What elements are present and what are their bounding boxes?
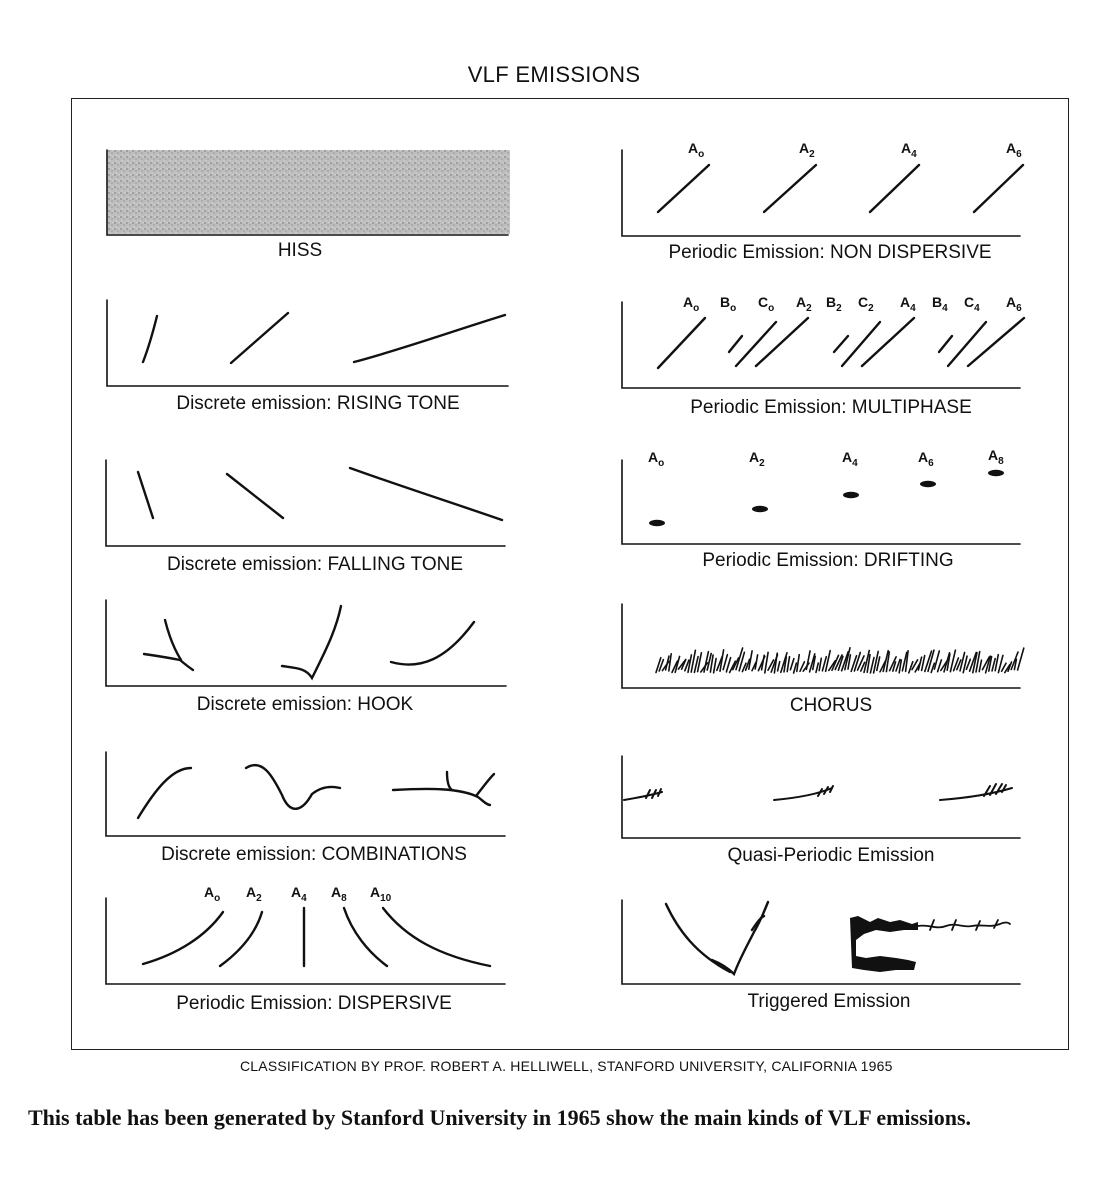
drifting-marks: [649, 470, 1004, 526]
series-label-multiphase-5: $C_2$: [858, 294, 874, 314]
triggered-axes: [622, 900, 1020, 984]
multiphase-axes: [622, 302, 1020, 388]
label-drifting: [648, 447, 1004, 469]
label-multiphase: [683, 294, 1022, 314]
series-label-multiphase-4: $B_2$: [826, 294, 842, 314]
series-label-multiphase-3: $A_2$: [796, 294, 812, 314]
drifting-panel: [622, 460, 1020, 544]
chorus-panel: [622, 604, 1024, 688]
series-label-dispersive-4: $A_{10}$: [370, 884, 392, 904]
series-label-nondispersive-3: $A_6$: [1006, 140, 1022, 160]
chorus-stroke: [816, 663, 818, 672]
dispersive-traces: [143, 908, 490, 966]
rising-tone-panel: [107, 300, 508, 386]
chorus-stroke: [819, 658, 821, 670]
caption-dispersive: Periodic Emission: DISPERSIVE: [176, 993, 452, 1014]
hook-panel: [106, 600, 506, 686]
chorus-stroke: [1018, 648, 1024, 670]
rising-tone-axes: [107, 300, 508, 386]
hiss-noise-band: [108, 150, 510, 234]
series-label-multiphase-7: $B_4$: [932, 294, 948, 314]
chorus-axes: [622, 604, 1020, 688]
series-label-drifting-3: $A_6$: [918, 449, 934, 469]
chorus-stroke: [966, 659, 970, 669]
series-label-multiphase-1: $B_o$: [720, 294, 737, 314]
non-dispersive-panel: [622, 150, 1023, 236]
series-label-drifting-1: $A_2$: [749, 449, 765, 469]
chorus-stroke: [726, 658, 730, 672]
caption-quasi-periodic: Quasi-Periodic Emission: [727, 845, 935, 866]
chorus-stroke: [736, 648, 743, 670]
classification-credit: CLASSIFICATION BY PROF. ROBERT A. HELLIWELL, STANFORD UNIVERSITY, CALIFORNIA 1965: [240, 1058, 893, 1074]
caption-non-dispersive: Periodic Emission: NON DISPERSIVE: [668, 242, 992, 263]
series-label-nondispersive-1: $A_2$: [799, 140, 815, 160]
drifting-axes: [622, 460, 1020, 544]
triggered-tail: [918, 920, 1010, 930]
non-dispersive-traces: [658, 165, 1023, 212]
chorus-stroke: [918, 657, 921, 670]
caption-hook: Discrete emission: HOOK: [196, 694, 414, 715]
series-label-multiphase-9: $A_6$: [1006, 294, 1022, 314]
hook-traces: [144, 606, 474, 678]
falling-tone-traces: [138, 468, 502, 520]
dispersive-axes: [106, 898, 505, 984]
chorus-stroke: [790, 659, 794, 670]
series-label-dispersive-2: $A_4$: [291, 884, 307, 904]
chorus-stroke: [995, 655, 998, 671]
caption-combinations: Discrete emission: COMBINATIONS: [161, 844, 467, 865]
falling-tone-panel: [106, 460, 505, 546]
series-label-multiphase-8: $C_4$: [964, 294, 980, 314]
dispersive-panel: [106, 898, 505, 984]
chorus-stroke: [931, 663, 934, 672]
falling-tone-axes: [106, 460, 505, 546]
chorus-stroke: [979, 660, 981, 671]
caption-chorus: CHORUS: [789, 695, 873, 716]
chorus-stroke: [723, 655, 727, 670]
series-label-multiphase-6: $A_4$: [900, 294, 916, 314]
caption-hiss: HISS: [277, 240, 323, 261]
series-label-nondispersive-2: $A_4$: [901, 140, 917, 160]
chorus-stroke: [787, 657, 789, 672]
multiphase-traces: [658, 318, 1024, 368]
series-label-multiphase-2: $C_o$: [758, 294, 775, 314]
chorus-traces: [656, 648, 1024, 673]
page-title: VLF EMISSIONS: [467, 62, 641, 87]
quasi-periodic-traces: [624, 784, 1012, 800]
series-label-dispersive-3: $A_8$: [331, 884, 347, 904]
combinations-axes: [106, 752, 505, 836]
label-dispersive: [204, 884, 392, 904]
chorus-stroke: [778, 662, 780, 671]
caption-multiphase: Periodic Emission: MULTIPHASE: [690, 397, 972, 418]
triggered-burst: [850, 916, 918, 972]
chorus-stroke: [714, 659, 717, 673]
hiss-panel: [107, 150, 510, 235]
multiphase-panel: [622, 302, 1024, 388]
triggered-traces: [666, 902, 768, 974]
chorus-stroke: [1002, 663, 1006, 671]
caption-rising-tone: Discrete emission: RISING TONE: [176, 393, 460, 414]
combinations-traces: [138, 765, 494, 818]
chorus-stroke: [909, 662, 913, 673]
series-label-multiphase-0: $A_o$: [683, 294, 700, 314]
chorus-stroke: [806, 651, 810, 669]
series-label-drifting-0: $A_o$: [648, 449, 665, 469]
rising-tone-traces: [143, 313, 505, 363]
quasi-periodic-panel: [622, 756, 1020, 838]
footnote-text: This table has been generated by Stanford University in 1965 show the main kinds of VLF emissions.: [28, 1105, 972, 1130]
caption-drifting: Periodic Emission: DRIFTING: [702, 550, 954, 571]
panel-captions: [161, 240, 991, 1014]
quasi-periodic-axes: [622, 756, 1020, 838]
caption-triggered: Triggered Emission: [747, 991, 911, 1012]
series-label-drifting-2: $A_4$: [842, 449, 858, 469]
chorus-stroke: [794, 663, 797, 673]
series-label-nondispersive-0: $A_o$: [688, 140, 705, 160]
chorus-stroke: [698, 653, 702, 672]
series-label-dispersive-0: $A_o$: [204, 884, 221, 904]
series-label-dispersive-1: $A_2$: [246, 884, 262, 904]
caption-falling-tone: Discrete emission: FALLING TONE: [166, 554, 464, 575]
triggered-panel: [622, 900, 1020, 984]
combinations-panel: [106, 752, 505, 836]
non-dispersive-axes: [622, 150, 1020, 236]
label-nondispersive: [688, 140, 1022, 160]
series-label-drifting-4: $A_8$: [988, 447, 1004, 467]
